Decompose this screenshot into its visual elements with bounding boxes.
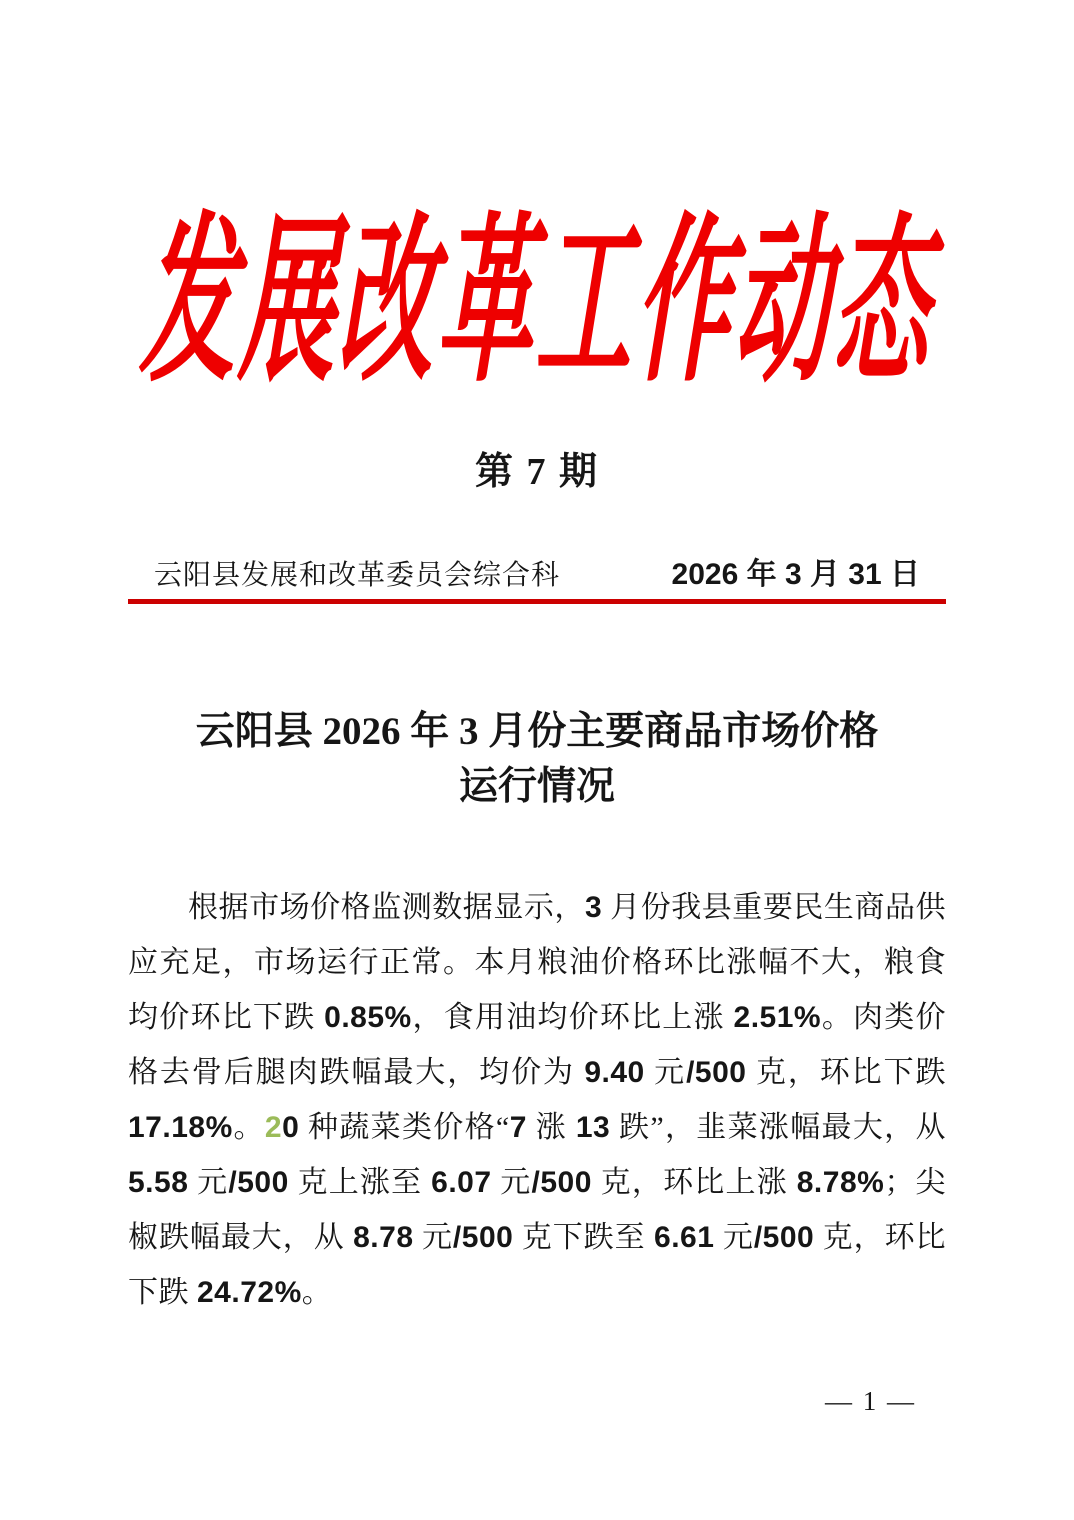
paragraph-segment: 元 <box>188 1166 229 1199</box>
paragraph-segment: 5.58 <box>128 1166 189 1199</box>
paragraph-segment: 2.51% <box>733 1001 822 1034</box>
paragraph-segment: 月份我县重要民生商品供应充足，市场运行正常。本月粮油价格环比涨幅不大，粮食均价环比下跌 <box>128 891 947 1034</box>
paragraph-segment: 6.61 <box>654 1221 715 1254</box>
red-divider <box>128 599 946 604</box>
paragraph-segment: /500 <box>531 1166 592 1199</box>
paragraph-segment: 。 <box>301 1276 333 1309</box>
paragraph-segment: 0.85% <box>324 1001 412 1034</box>
publish-date: 2026 年 3 月 31 日 <box>671 558 920 591</box>
article-paragraph <box>128 880 946 1320</box>
masthead-banner <box>128 183 946 403</box>
paragraph-segment: 涨 <box>526 1111 576 1144</box>
masthead-title: 发展改革工作动态 <box>137 201 936 403</box>
paragraph-segment: /500 <box>753 1221 815 1254</box>
paragraph-segment: 8.78% <box>796 1166 885 1199</box>
publication-info-bar <box>128 549 946 593</box>
paragraph-segment: /500 <box>686 1056 747 1089</box>
paragraph-segment: 13 <box>575 1111 611 1144</box>
paragraph-segment: 17.18% <box>128 1111 233 1144</box>
paragraph-segment: ；尖椒跌幅最大，从 <box>128 1166 947 1254</box>
paragraph-segment: 克，环比下跌 <box>746 1056 947 1089</box>
paragraph-segment: 。肉类价格去骨后腿肉跌幅最大，均价为 <box>128 1001 947 1089</box>
paragraph-segment: 8.78 <box>353 1221 414 1254</box>
paragraph-segment: 。 <box>232 1111 265 1144</box>
article-title-line-1: 云阳县 2026 年 3 月份主要商品市场价格 <box>195 710 879 753</box>
paragraph-segment: 元 <box>413 1221 453 1254</box>
paragraph-segment: 元 <box>714 1221 754 1254</box>
paragraph-segment: 根据市场价格监测数据显示， <box>188 891 585 924</box>
article-title-line-2: 运行情况 <box>458 765 615 808</box>
paragraph-segment: ，食用油均价环比上涨 <box>411 1001 734 1034</box>
paragraph-segment: 跌”，韭菜涨幅最大，从 <box>610 1111 946 1144</box>
paragraph-segment: 克，环比上涨 <box>591 1166 797 1199</box>
page-number: — 1 — <box>825 1386 916 1416</box>
paragraph-segment: 元 <box>491 1166 532 1199</box>
paragraph-segment: 7 <box>509 1111 527 1144</box>
paragraph-segment: 3 <box>584 891 603 924</box>
highlighted-digit: 2 <box>264 1111 283 1144</box>
paragraph-segment: 24.72% <box>197 1276 302 1309</box>
paragraph-segment: 6.07 <box>431 1166 492 1199</box>
paragraph-segment: 克，环比下跌 <box>128 1221 947 1309</box>
paragraph-segment: 克上涨至 <box>288 1166 432 1199</box>
paragraph-segment: /500 <box>452 1221 514 1254</box>
paragraph-segment: /500 <box>228 1166 289 1199</box>
publisher-name: 云阳县发展和改革委员会综合科 <box>154 560 561 591</box>
paragraph-segment: 种蔬菜类价格“ <box>299 1111 510 1144</box>
paragraph-segment: 9.40 <box>584 1056 645 1089</box>
paragraph-segment: 0 <box>282 1111 300 1144</box>
issue-number: 第 7 期 <box>474 451 599 493</box>
paragraph-segment: 克下跌至 <box>513 1221 655 1254</box>
paragraph-segment: 元 <box>644 1056 687 1089</box>
article-title <box>128 704 946 814</box>
